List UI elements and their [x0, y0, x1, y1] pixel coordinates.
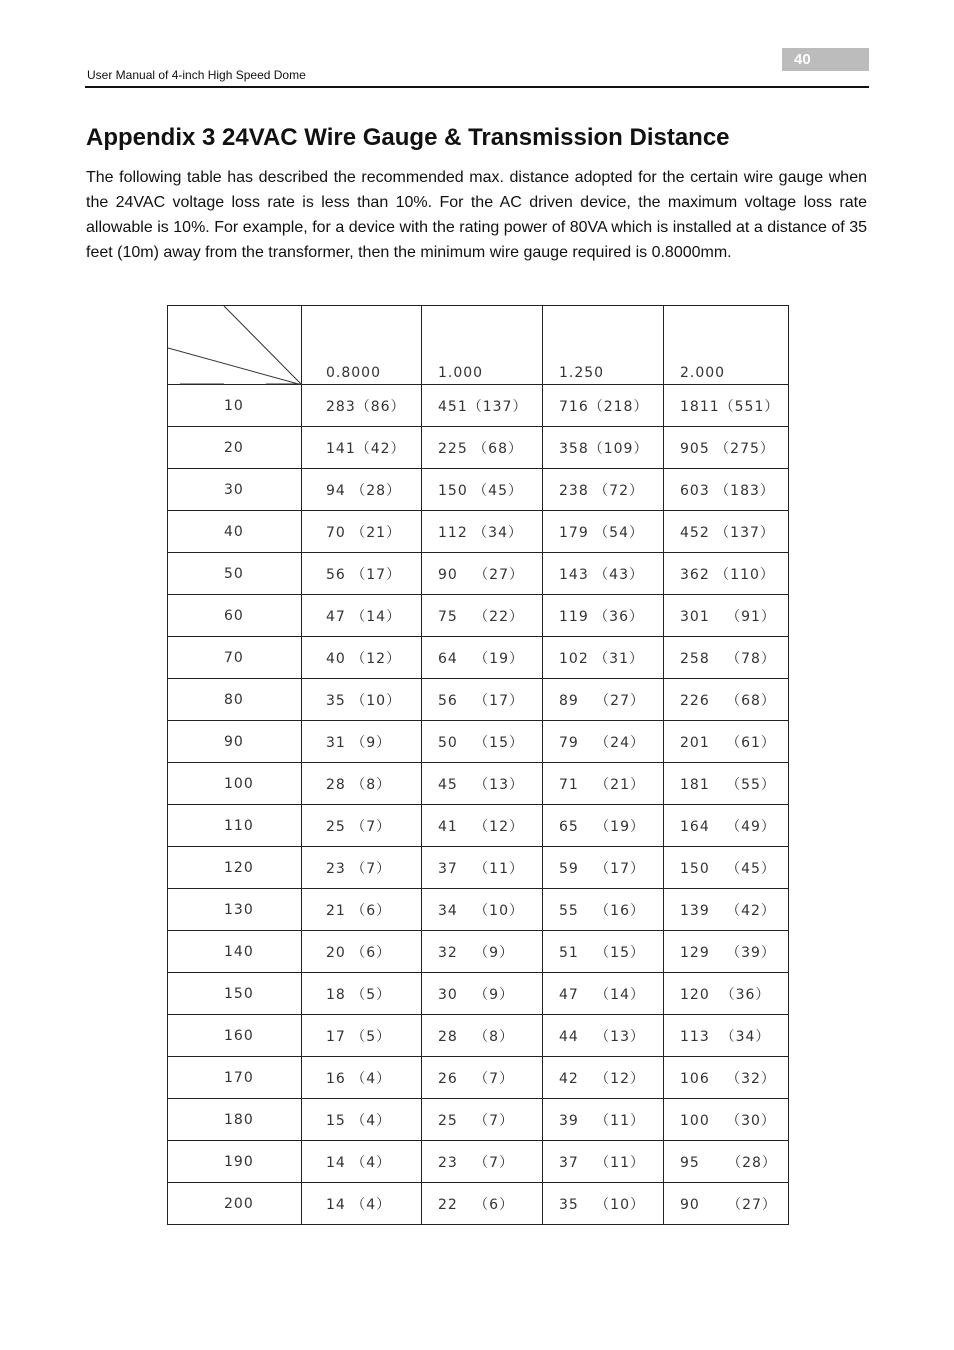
table-cell-distance: 56 （17） — [422, 679, 543, 721]
table-cell-distance: 65 （19） — [543, 805, 664, 847]
wire-gauge-table — [167, 305, 789, 1225]
table-cell-length: 10 — [168, 385, 302, 427]
table-cell-distance: 90 （27） — [422, 553, 543, 595]
table-cell-distance: 35 （10） — [302, 679, 422, 721]
running-header: User Manual of 4-inch High Speed Dome — [87, 68, 306, 82]
table-cell-distance: 64 （19） — [422, 637, 543, 679]
table-cell-distance: 59 （17） — [543, 847, 664, 889]
table-row — [168, 889, 789, 931]
table-cell-distance: 89 （27） — [543, 679, 664, 721]
table-cell-distance: 51 （15） — [543, 931, 664, 973]
table-cell-distance: 150 （45） — [664, 847, 789, 889]
table-row — [168, 427, 789, 469]
table-cell-distance: 90 （27） — [664, 1183, 789, 1225]
intro-paragraph: The following table has described the recommended max. distance adopted for the certain wire gauge when the 24VAC voltage loss rate is less than 10%. For the AC driven device, the maximum voltage loss rate allowable is 10%. For example, for a device with the rating power of 80VA which is installed at a distance of 35 feet (10m) away from the transformer, then the minimum wire gauge required is 0.8000mm. — [86, 169, 867, 261]
table-cell-distance: 55 （16） — [543, 889, 664, 931]
table-row — [168, 469, 789, 511]
column-header-0-8000: 0.8000 — [302, 306, 422, 385]
table-row — [168, 721, 789, 763]
table-cell-distance: 102 （31） — [543, 637, 664, 679]
table-cell-length: 160 — [168, 1015, 302, 1057]
page-number: 40 — [782, 48, 869, 71]
table-cell-distance: 47 （14） — [543, 973, 664, 1015]
table-cell-distance: 40 （12） — [302, 637, 422, 679]
table-cell-distance: 30 （9） — [422, 973, 543, 1015]
table-cell-length: 200 — [168, 1183, 302, 1225]
table-cell-distance: 17 （5） — [302, 1015, 422, 1057]
table-cell-distance: 79 （24） — [543, 721, 664, 763]
table-cell-distance: 143 （43） — [543, 553, 664, 595]
table-row — [168, 973, 789, 1015]
table-header-row — [168, 306, 789, 385]
table-cell-distance: 23 （7） — [302, 847, 422, 889]
table-row — [168, 1141, 789, 1183]
table-cell-distance: 603 （183） — [664, 469, 789, 511]
table-cell-distance: 15 （4） — [302, 1099, 422, 1141]
table-cell-length: 90 — [168, 721, 302, 763]
table-cell-distance: 301 （91） — [664, 595, 789, 637]
table-row — [168, 931, 789, 973]
table-cell-distance: 141（42） — [302, 427, 422, 469]
table-cell-distance: 150 （45） — [422, 469, 543, 511]
table-cell-distance: 25 （7） — [422, 1099, 543, 1141]
table-cell-distance: 75 （22） — [422, 595, 543, 637]
table-cell-length: 140 — [168, 931, 302, 973]
table-row — [168, 805, 789, 847]
table-cell-length: 110 — [168, 805, 302, 847]
table-cell-length: 60 — [168, 595, 302, 637]
table-cell-distance: 164 （49） — [664, 805, 789, 847]
table-row — [168, 595, 789, 637]
table-cell-distance: 20 （6） — [302, 931, 422, 973]
diagonal-lines — [168, 306, 302, 385]
table-cell-length: 180 — [168, 1099, 302, 1141]
table-cell-distance: 1811（551） — [664, 385, 789, 427]
table-row — [168, 637, 789, 679]
table-row — [168, 1015, 789, 1057]
table-cell-distance: 42 （12） — [543, 1057, 664, 1099]
table-cell-distance: 113 （34） — [664, 1015, 789, 1057]
table-cell-distance: 100 （30） — [664, 1099, 789, 1141]
table-cell-distance: 139 （42） — [664, 889, 789, 931]
table-cell-distance: 16 （4） — [302, 1057, 422, 1099]
table-cell-distance: 44 （13） — [543, 1015, 664, 1057]
table-cell-distance: 226 （68） — [664, 679, 789, 721]
table-cell-length: 50 — [168, 553, 302, 595]
table-cell-distance: 22 （6） — [422, 1183, 543, 1225]
table-cell-distance: 129 （39） — [664, 931, 789, 973]
table-cell-distance: 45 （13） — [422, 763, 543, 805]
table-cell-distance: 26 （7） — [422, 1057, 543, 1099]
table-row — [168, 1057, 789, 1099]
table-cell-distance: 283（86） — [302, 385, 422, 427]
table-row — [168, 763, 789, 805]
section-title: Appendix 3 24VAC Wire Gauge & Transmission Distance — [86, 124, 730, 151]
header-rule — [85, 86, 869, 88]
table-cell-distance: 716（218） — [543, 385, 664, 427]
table-cell-distance: 120 （36） — [664, 973, 789, 1015]
table-cell-length: 20 — [168, 427, 302, 469]
table-cell-distance: 23 （7） — [422, 1141, 543, 1183]
table-cell-distance: 37 （11） — [543, 1141, 664, 1183]
table-cell-distance: 56 （17） — [302, 553, 422, 595]
table-cell-distance: 41 （12） — [422, 805, 543, 847]
table-cell-distance: 106 （32） — [664, 1057, 789, 1099]
column-header-1-000: 1.000 — [422, 306, 543, 385]
table-cell-distance: 31 （9） — [302, 721, 422, 763]
table-cell-distance: 258 （78） — [664, 637, 789, 679]
table-cell-length: 150 — [168, 973, 302, 1015]
table-cell-distance: 358（109） — [543, 427, 664, 469]
table-cell-distance: 39 （11） — [543, 1099, 664, 1141]
table-cell-distance: 179 （54） — [543, 511, 664, 553]
table-cell-length: 70 — [168, 637, 302, 679]
table-cell-distance: 451（137） — [422, 385, 543, 427]
table-cell-distance: 28 （8） — [302, 763, 422, 805]
table-row — [168, 385, 789, 427]
table-cell-length: 30 — [168, 469, 302, 511]
table-cell-distance: 18 （5） — [302, 973, 422, 1015]
diagonal-header-cell — [168, 306, 302, 385]
table-row — [168, 847, 789, 889]
table-row — [168, 679, 789, 721]
table-cell-length: 80 — [168, 679, 302, 721]
table-cell-distance: 50 （15） — [422, 721, 543, 763]
table-cell-distance: 28 （8） — [422, 1015, 543, 1057]
table-cell-distance: 14 （4） — [302, 1141, 422, 1183]
column-header-2-000: 2.000 — [664, 306, 789, 385]
table-cell-distance: 95 （28） — [664, 1141, 789, 1183]
table-cell-distance: 35 （10） — [543, 1183, 664, 1225]
table-cell-distance: 452 （137） — [664, 511, 789, 553]
table-cell-distance: 37 （11） — [422, 847, 543, 889]
column-header-1-250: 1.250 — [543, 306, 664, 385]
table-cell-length: 170 — [168, 1057, 302, 1099]
table-row — [168, 1183, 789, 1225]
table-cell-distance: 32 （9） — [422, 931, 543, 973]
table-cell-distance: 201 （61） — [664, 721, 789, 763]
table-cell-distance: 225 （68） — [422, 427, 543, 469]
table-cell-distance: 112 （34） — [422, 511, 543, 553]
table-cell-distance: 119 （36） — [543, 595, 664, 637]
table-cell-distance: 34 （10） — [422, 889, 543, 931]
table-cell-distance: 70 （21） — [302, 511, 422, 553]
table-row — [168, 511, 789, 553]
table-cell-distance: 47 （14） — [302, 595, 422, 637]
table-row — [168, 1099, 789, 1141]
table-cell-distance: 21 （6） — [302, 889, 422, 931]
table-cell-distance: 238 （72） — [543, 469, 664, 511]
table-cell-distance: 181 （55） — [664, 763, 789, 805]
table-cell-distance: 905 （275） — [664, 427, 789, 469]
table-cell-length: 190 — [168, 1141, 302, 1183]
table-cell-length: 100 — [168, 763, 302, 805]
table-cell-distance: 14 （4） — [302, 1183, 422, 1225]
table-cell-distance: 71 （21） — [543, 763, 664, 805]
table-cell-distance: 25 （7） — [302, 805, 422, 847]
table-row — [168, 553, 789, 595]
table-cell-length: 40 — [168, 511, 302, 553]
table-cell-length: 120 — [168, 847, 302, 889]
table-cell-distance: 362 （110） — [664, 553, 789, 595]
table-cell-length: 130 — [168, 889, 302, 931]
table-cell-distance: 94 （28） — [302, 469, 422, 511]
